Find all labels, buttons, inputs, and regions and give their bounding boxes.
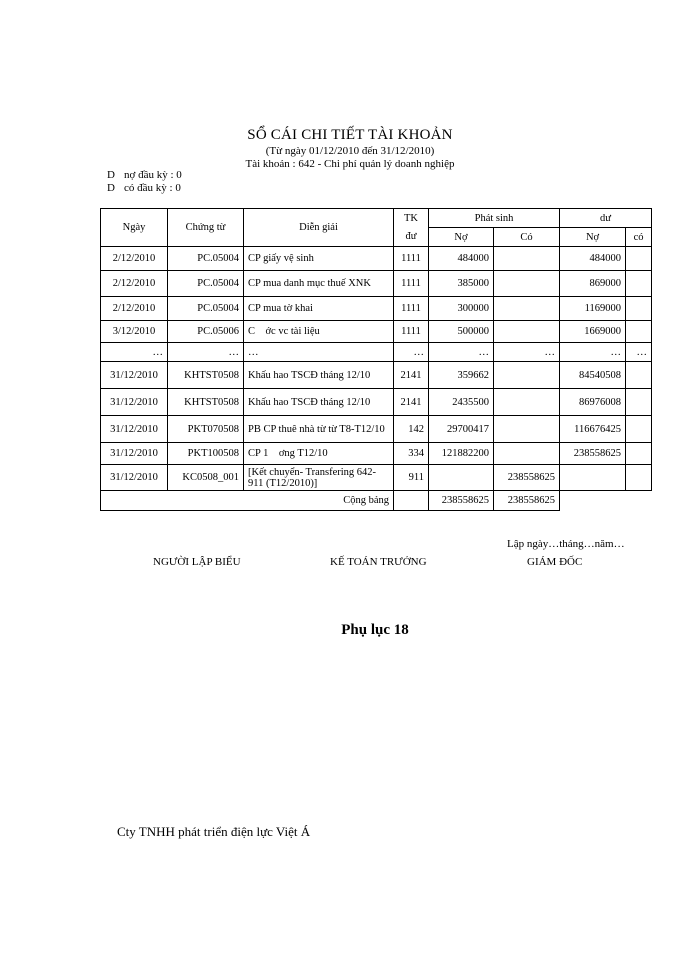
cell-balance-credit xyxy=(626,416,652,443)
appendix-title: Phụ lục 18 xyxy=(341,622,409,638)
cell-debit: 484000 xyxy=(429,247,494,271)
cell-date: 31/12/2010 xyxy=(101,389,168,416)
total-credit: 238558625 xyxy=(494,491,560,511)
table-row xyxy=(101,389,652,416)
cell-date: 31/12/2010 xyxy=(101,443,168,465)
table-row xyxy=(101,343,652,362)
cell-balance-credit xyxy=(626,247,652,271)
cell-balance-debit xyxy=(560,465,626,491)
table-row xyxy=(101,247,652,271)
cell-balance-debit: 1669000 xyxy=(560,321,626,343)
cell-debit: 500000 xyxy=(429,321,494,343)
cell-balance-debit: 116676425 xyxy=(560,416,626,443)
cell-credit xyxy=(494,443,560,465)
header-balance: dư xyxy=(560,209,652,228)
header-description: Diễn giải xyxy=(244,209,394,247)
cell-voucher: PKT100508 xyxy=(168,443,244,465)
cell-description: Khấu hao TSCĐ tháng 12/10 xyxy=(244,389,394,416)
cell-voucher: PC.05004 xyxy=(168,247,244,271)
cell-voucher: PC.05004 xyxy=(168,297,244,321)
cell-balance-credit xyxy=(626,389,652,416)
cell-account: 1111 xyxy=(394,247,429,271)
cell-balance-credit xyxy=(626,321,652,343)
ledger-period: (Từ ngày 01/12/2010 đến 31/12/2010) xyxy=(265,145,435,157)
cell-balance-credit xyxy=(626,271,652,297)
opening-debit xyxy=(107,169,182,181)
table-row xyxy=(101,362,652,389)
cell-date: … xyxy=(101,343,168,362)
cell-credit xyxy=(494,321,560,343)
cell-voucher: … xyxy=(168,343,244,362)
cell-date: 31/12/2010 xyxy=(101,465,168,491)
opening-text: có đầu kỳ : 0 xyxy=(124,182,181,194)
cell-account: 1111 xyxy=(394,271,429,297)
ledger-table xyxy=(100,208,652,511)
header-balance-credit: có xyxy=(626,228,652,247)
total-empty xyxy=(560,491,652,511)
cell-description: CP giấy vệ sinh xyxy=(244,247,394,271)
total-row xyxy=(101,491,652,511)
table-row xyxy=(101,416,652,443)
cell-account: 142 xyxy=(394,416,429,443)
cell-balance-credit xyxy=(626,465,652,491)
cell-balance-debit: … xyxy=(560,343,626,362)
cell-voucher: PC.05006 xyxy=(168,321,244,343)
cell-debit: 2435500 xyxy=(429,389,494,416)
cell-credit xyxy=(494,247,560,271)
cell-balance-credit xyxy=(626,297,652,321)
header-debit: Nợ xyxy=(429,228,494,247)
cell-debit: 385000 xyxy=(429,271,494,297)
cell-account: … xyxy=(394,343,429,362)
ledger-title: SỔ CÁI CHI TIẾT TÀI KHOẢN xyxy=(247,127,453,143)
cell-voucher: KC0508_001 xyxy=(168,465,244,491)
cell-balance-debit: 84540508 xyxy=(560,362,626,389)
header-account-top: TK xyxy=(394,209,429,228)
cell-balance-debit: 484000 xyxy=(560,247,626,271)
cell-date: 2/12/2010 xyxy=(101,271,168,297)
cell-credit xyxy=(494,271,560,297)
header-account-bottom: đư xyxy=(394,228,429,247)
cell-date: 2/12/2010 xyxy=(101,297,168,321)
cell-voucher: PC.05004 xyxy=(168,271,244,297)
cell-description: [Kết chuyển- Transfering 642-911 (T12/2010)] xyxy=(244,465,394,491)
cell-account: 334 xyxy=(394,443,429,465)
sign-date: Lập ngày…tháng…năm… xyxy=(507,538,625,550)
table-row xyxy=(101,465,652,491)
cell-description: CP 1 ơng T12/10 xyxy=(244,443,394,465)
ledger-account: Tài khoản : 642 - Chi phí quản lý doanh nghiệp xyxy=(245,158,455,170)
cell-balance-debit: 869000 xyxy=(560,271,626,297)
opening-credit xyxy=(107,182,181,194)
cell-description: … xyxy=(244,343,394,362)
cell-account: 1111 xyxy=(394,321,429,343)
cell-debit: 359662 xyxy=(429,362,494,389)
signature-director: GIÁM ĐỐC xyxy=(527,556,583,568)
total-account xyxy=(394,491,429,511)
cell-credit: 238558625 xyxy=(494,465,560,491)
cell-voucher: KHTST0508 xyxy=(168,389,244,416)
cell-credit xyxy=(494,297,560,321)
cell-balance-debit: 238558625 xyxy=(560,443,626,465)
cell-description: C ớc vc tài liệu xyxy=(244,321,394,343)
company-name: Cty TNHH phát triển điện lực Việt Á xyxy=(117,824,311,839)
cell-voucher: PKT070508 xyxy=(168,416,244,443)
cell-balance-credit: … xyxy=(626,343,652,362)
cell-description: Khấu hao TSCĐ tháng 12/10 xyxy=(244,362,394,389)
cell-account: 1111 xyxy=(394,297,429,321)
opening-letter: D xyxy=(107,169,115,181)
cell-credit xyxy=(494,362,560,389)
header-date: Ngày xyxy=(101,209,168,247)
table-row xyxy=(101,271,652,297)
signature-preparer: NGƯỜI LẬP BIỂU xyxy=(153,556,241,568)
cell-date: 2/12/2010 xyxy=(101,247,168,271)
cell-date: 3/12/2010 xyxy=(101,321,168,343)
cell-credit xyxy=(494,389,560,416)
cell-voucher: KHTST0508 xyxy=(168,362,244,389)
table-row xyxy=(101,297,652,321)
total-label: Cộng bảng xyxy=(101,491,394,511)
cell-account: 2141 xyxy=(394,389,429,416)
opening-letter: D xyxy=(107,182,115,194)
header-credit: Có xyxy=(494,228,560,247)
signature-chief-accountant: KẾ TOÁN TRƯỞNG xyxy=(330,556,427,568)
cell-account: 911 xyxy=(394,465,429,491)
header-arising: Phát sinh xyxy=(429,209,560,228)
header-balance-debit: Nợ xyxy=(560,228,626,247)
cell-date: 31/12/2010 xyxy=(101,416,168,443)
cell-debit: 29700417 xyxy=(429,416,494,443)
cell-debit: 300000 xyxy=(429,297,494,321)
table-row xyxy=(101,321,652,343)
cell-debit xyxy=(429,465,494,491)
cell-balance-credit xyxy=(626,362,652,389)
total-debit: 238558625 xyxy=(429,491,494,511)
cell-debit: 121882200 xyxy=(429,443,494,465)
cell-date: 31/12/2010 xyxy=(101,362,168,389)
opening-text: nợ đầu kỳ : 0 xyxy=(124,169,182,181)
cell-balance-debit: 1169000 xyxy=(560,297,626,321)
table-row xyxy=(101,443,652,465)
cell-credit xyxy=(494,416,560,443)
cell-description: PB CP thuê nhà từ từ T8-T12/10 xyxy=(244,416,394,443)
cell-description: CP mua danh mục thuế XNK xyxy=(244,271,394,297)
cell-balance-debit: 86976008 xyxy=(560,389,626,416)
cell-credit: … xyxy=(494,343,560,362)
cell-description: CP mua tờ khai xyxy=(244,297,394,321)
cell-debit: … xyxy=(429,343,494,362)
cell-account: 2141 xyxy=(394,362,429,389)
header-voucher: Chứng từ xyxy=(168,209,244,247)
cell-balance-credit xyxy=(626,443,652,465)
